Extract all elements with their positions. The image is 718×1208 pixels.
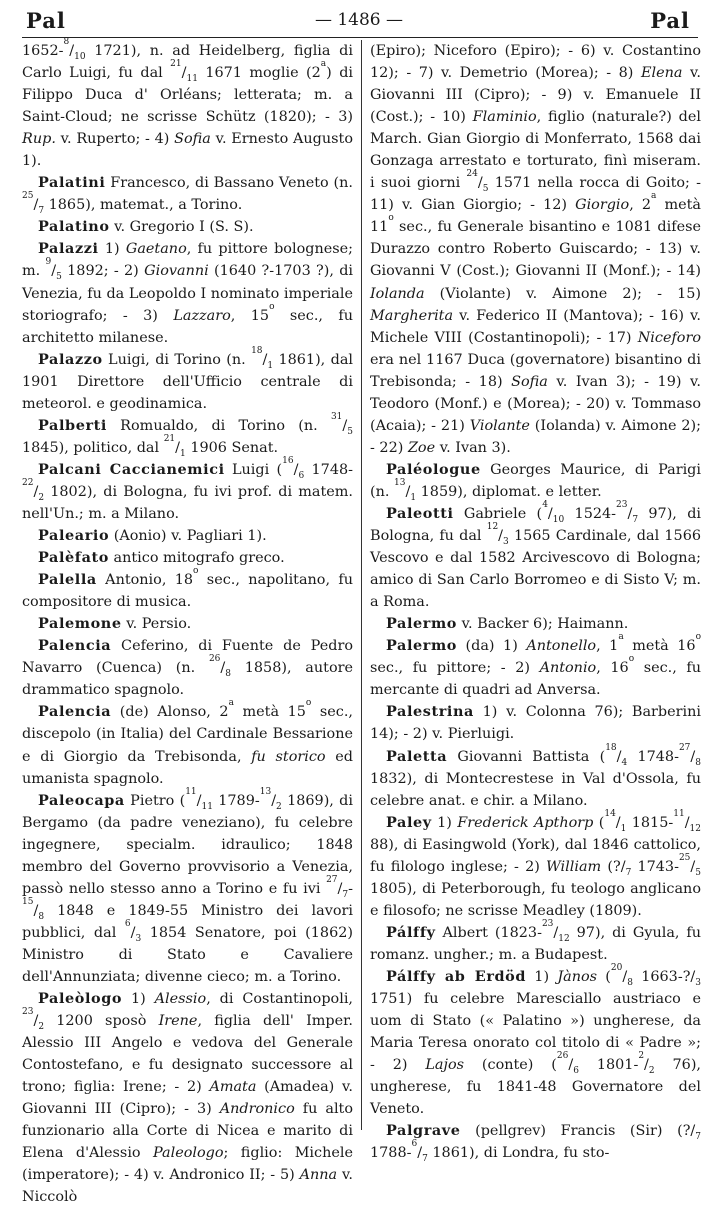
entry-text: antico mitografo greco.	[108, 550, 285, 567]
entry-text: (de) Alonso, 2$^a$ metà 15$^o$ sec., discepolo (in Italia) del Cardinale Bessarione e di Giorgio da Trebisonda, fu storico ed umanista spagnolo.	[22, 698, 354, 787]
entry-headword: Paleocapa	[38, 791, 125, 809]
dictionary-entry	[22, 37, 354, 172]
column-divider	[361, 40, 362, 1130]
dictionary-entry	[370, 918, 701, 966]
dictionary-entry	[22, 547, 353, 569]
entry-headword: Palcani Caccianemici	[38, 460, 225, 478]
dictionary-entry	[22, 566, 353, 613]
right-column	[370, 40, 701, 1164]
entry-headword: Palermo	[386, 615, 457, 633]
entry-text: 1) v. Colonna 76); Barberini 14); - 2) v. Pierluigi.	[370, 704, 701, 743]
entry-text: Albert ($1823-^{23}/_{12}$ 97), di Gyula, fu romanz. ungher.; m. a Budapest.	[370, 918, 701, 963]
dictionary-entry	[370, 808, 701, 922]
entry-text: (Aonio) v. Pagliari 1).	[109, 528, 267, 545]
dictionary-entry	[22, 455, 353, 525]
dictionary-entry	[22, 613, 353, 635]
entry-text: $1652-^8/_{10}$ 1721), n. ad Heidelberg, figlia di Carlo Luigi, fu dal $^{21}/_{11}$ 1671 moglie (2$^a$) di Filippo Duca d' Orléans; letterata; m. a Saint-Cloud; ne scrisse Schütz (1820); - 3) Rup. v. Ruperto; - 4) Sofia v. Ernesto Augusto 1).	[22, 37, 354, 170]
entry-text: 1) Gaetano, fu pittore bolognese; m. $^9/_5$ 1892; - 2) Giovanni (1640 ?-1703 ?), di Venezia, fu da Leopoldo I nominato imperiale storiografo; - 3) Lazzaro, 15$^o$ sec., fu architetto milanese.	[22, 241, 354, 346]
entry-text: Pietro ($^{11}/_{11}$ $1789-^{13}/_2$ 1869), di Bergamo (da padre veneziano), fu celebre ingegnere, specialm. idraulico; 1848 membro del Governo provvisorio a Venezia, passò nello stesso anno a Torino e fu ivi $^{27}/_7-^{15}/_8$ 1848 e 1849-55 Ministro dei lavori pubblici, dal $^6/_3$ 1854 Senatore, poi (1862) Ministro di Stato e Cavaliere dell'Annunziata; divenne cieco; m. a Torino.	[22, 786, 354, 985]
page-number: — 1486 —	[314, 10, 404, 30]
entry-headword: Palazzo	[38, 350, 103, 368]
entry-text: (da) 1) Antonello, 1$^a$ metà 16$^o$ sec., fu pittore; - 2) Antonio, 16$^o$ sec., fu mercante di quadri ad Anversa.	[370, 632, 702, 699]
dictionary-entry	[22, 698, 354, 789]
running-head-left: Pal	[26, 8, 66, 33]
entry-text: Ceferino, di Fuente de Pedro Navarro (Cuenca) (n. $^{26}/_8$ 1858), autore drammatico spagnolo.	[22, 638, 354, 699]
entry-headword: Palestrina	[386, 703, 474, 721]
entry-headword: Palgrave	[386, 1122, 461, 1140]
entry-text: Antonio, 18$^o$ sec., napolitano, fu compositore di musica.	[22, 566, 353, 611]
entry-headword: Pálffy ab Erdöd	[386, 967, 527, 985]
entry-text: (Epiro); Niceforo (Epiro); - 6) v. Costantino 12); - 7) v. Demetrio (Morea); - 8) Elena v. Giovanni III (Cipro); - 9) v. Emanuele II (Cost.); - 10) Flaminio, figlio (naturale?) del March. Gian Giorgio di Monferrato, 1568 dai Gonzaga arrestato e torturato, finì miseram. i suoi giorni $^{24}/_5$ 1571 nella rocca di Goito; - 11) v. Gian Giorgio; - 12) Giorgio, 2$^a$ metà 11$^o$ sec., fu Generale bisantino e 1081 difese Durazzo contro Roberto Guiscardo; - 13) v. Giovanni V (Cost.); Giovanni II (Monf.); - 14) Iolanda (Violante) v. Aimone 2); - 15) Margherita v. Federico II (Mantova); - 16) v. Michele VIII (Costantinopoli); - 17) Niceforo era nel 1167 Duca (governatore) bisantino di Trebisonda; - 18) Sofia v. Ivan 3); - 19) v. Teodoro (Monf.) e (Morea); - 20) v. Tommaso (Acaia); - 21) Violante (Iolanda) v. Aimone 2); - 22) Zoe v. Ivan 3).	[370, 43, 702, 456]
dictionary-entry	[22, 786, 354, 988]
page-header	[0, 6, 718, 36]
dictionary-entry	[22, 988, 353, 1208]
dictionary-entry	[22, 345, 353, 415]
left-column	[22, 37, 354, 1208]
entry-text: Francesco, di Bassano Veneto (n. $^{25}/_7$ 1865), matemat., a Torino.	[22, 175, 353, 217]
entry-headword: Paleòlogo	[38, 990, 123, 1008]
dictionary-entry	[22, 238, 353, 348]
entry-headword: Palatino	[38, 218, 110, 236]
entry-headword: Palella	[38, 571, 97, 589]
dictionary-entry	[370, 613, 701, 635]
dictionary-entry	[370, 742, 701, 812]
dictionary-entry	[22, 216, 353, 238]
dictionary-entry	[22, 172, 353, 216]
dictionary-entry	[370, 962, 702, 1120]
dictionary-entry	[370, 499, 702, 613]
entry-text: v. Gregorio I (S. S).	[109, 219, 254, 236]
entry-text: Giovanni Battista ($^{18}/_4$ $1748-^{27}/_8$ 1832), di Montecrestese in Val d'Ossola, fu celebre anat. e chir. a Milano.	[370, 742, 701, 809]
entry-text: Luigi ($^{16}/_6$ $1748-^{22}/_2$ 1802), di Bologna, fu ivi prof. di matem. nell'Un.; m. a Milano.	[22, 455, 353, 522]
entry-text: Gabriele ($^4/_{10}$ $1524-^{23}/_7$ 97), di Bologna, fu dal $^{12}/_3$ 1565 Cardinale, dal 1566 Vescovo e dal 1582 Arcivescovo di Bologna; amico di San Carlo Borromeo e di Sisto V; m. a Roma.	[370, 499, 702, 611]
dictionary-entry	[370, 459, 701, 503]
dictionary-entry	[22, 525, 353, 547]
entry-text: Georges Maurice, di Parigi (n. $^{13}/_1$ 1859), diplomat. e letter.	[370, 461, 701, 503]
dictionary-entry	[22, 635, 353, 701]
dictionary-entry	[22, 411, 353, 459]
entry-text: Luigi, di Torino (n. $^{18}/_1$ 1861), dal 1901 Direttore dell'Ufficio centrale di meteorol. e geodinamica.	[22, 345, 353, 412]
dictionary-entry	[370, 701, 701, 745]
dictionary-entry	[370, 1120, 701, 1164]
entry-headword: Paleotti	[386, 504, 454, 522]
dictionary-entry	[370, 40, 701, 459]
entry-headword: Palberti	[38, 416, 107, 434]
entry-text: 1) Jànos ($^{20}/_8$ $1663-?/_3$ 1751) fu celebre Maresciallo austriaco e uom di Stato (« Palatino ») ungherese, da Maria Teresa onorato col titolo di « Padre »; - 2) Lajos (conte) ($^{26}/_6$ $1801-^2/_2$ 76), ungherese, fu 1841-48 Governatore del Veneto.	[370, 962, 702, 1118]
entry-headword: Palazzi	[38, 240, 99, 258]
running-head-right: Pal	[650, 8, 690, 33]
header-rule	[22, 37, 698, 38]
dictionary-entry	[370, 632, 702, 701]
entry-text: v. Persio.	[121, 616, 192, 633]
entry-text: v. Backer 6); Haimann.	[457, 616, 629, 633]
entry-text: 1) Frederick Apthorp ($^{14}/_1$ $1815-^{11}/_{12}$ 88), di Easingwold (York), dal 1846 cattolico, fu filologo inglese; - 2) William ($?/_7$ $1743-^{25}/_5$ 1805), di Peterborough, fu teologo anglicano e filosofo; ne scrisse Meadley (1809).	[370, 808, 701, 919]
entry-headword: Pálffy	[386, 923, 436, 941]
entry-text: 1) Alessio, di Costantinopoli, $^{23}/_2$ 1200 sposò Irene, figlia dell' Imper. Alessio III Angelo e vedova del Generale Contostefano, e fu designato successore al trono; figlia: Irene; - 2) Amata (Amadea) v. Giovanni III (Cipro); - 3) Andronico fu alto funzionario alla Corte di Nicea e marito di Elena d'Alessio Paleologo; figlio: Michele (imperatore); - 4) v. Andronico II; - 5) Anna v. Niccolò	[22, 991, 354, 1206]
entry-headword: Paley	[386, 813, 432, 831]
entry-headword: Palermo	[386, 637, 457, 655]
entry-headword: Palèfato	[38, 549, 109, 567]
entry-headword: Paleario	[38, 527, 110, 545]
entry-headword: Palencia	[38, 637, 112, 655]
entry-headword: Palencia	[38, 703, 112, 721]
entry-text: Romualdo, di Torino (n. $^{31}/_5$ 1845), politico, dal $^{21}/_1$ 1906 Senat.	[22, 411, 353, 459]
entry-headword: Paléologue	[386, 460, 481, 478]
entry-headword: Palemone	[38, 615, 122, 633]
entry-text: (pellgrev) Francis (Sir) ($?/_7$ $1788-^6/_7$ 1861), di Londra, fu sto-	[370, 1123, 701, 1165]
entry-headword: Paletta	[386, 747, 448, 765]
entry-headword: Palatini	[38, 174, 106, 192]
